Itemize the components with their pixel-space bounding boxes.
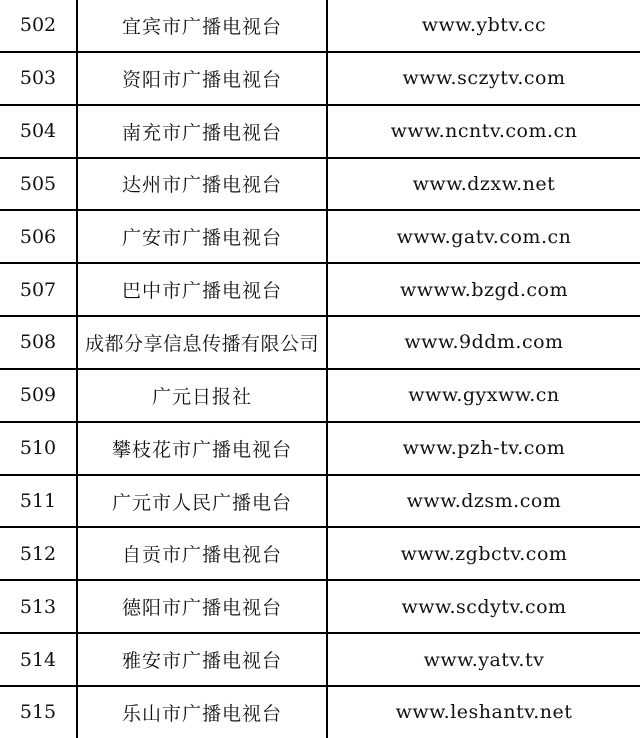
website-url: www.yatv.tv [327,633,640,686]
website-url: wwww.bzgd.com [327,263,640,316]
organization-name: 达州市广播电视台 [77,158,327,211]
website-url: www.ybtv.cc [327,0,640,52]
website-url: www.ncntv.com.cn [327,105,640,158]
row-number: 515 [0,686,77,738]
organization-name: 广安市广播电视台 [77,210,327,263]
row-number: 513 [0,580,77,633]
row-number: 509 [0,369,77,422]
table-row [0,0,640,52]
table-row [0,369,640,422]
organization-name: 雅安市广播电视台 [77,633,327,686]
row-number: 508 [0,316,77,369]
table-row [0,158,640,211]
website-url: www.9ddm.com [327,316,640,369]
website-url: www.scdytv.com [327,580,640,633]
organization-name: 德阳市广播电视台 [77,580,327,633]
table-row [0,686,640,738]
website-url: www.zgbctv.com [327,527,640,580]
organization-name: 自贡市广播电视台 [77,527,327,580]
website-url: www.dzsm.com [327,475,640,528]
table-row [0,633,640,686]
table-row [0,52,640,105]
website-url: www.leshantv.net [327,686,640,738]
organization-name: 南充市广播电视台 [77,105,327,158]
row-number: 511 [0,475,77,528]
row-number: 512 [0,527,77,580]
organization-name: 巴中市广播电视台 [77,263,327,316]
website-url: www.gatv.com.cn [327,210,640,263]
row-number: 507 [0,263,77,316]
row-number: 502 [0,0,77,52]
organization-name: 广元市人民广播电台 [77,475,327,528]
website-url: www.sczytv.com [327,52,640,105]
table-row [0,210,640,263]
row-number: 505 [0,158,77,211]
row-number: 503 [0,52,77,105]
row-number: 510 [0,422,77,475]
table-row [0,263,640,316]
organization-name: 乐山市广播电视台 [77,686,327,738]
organization-name: 资阳市广播电视台 [77,52,327,105]
table-row [0,475,640,528]
table-row [0,422,640,475]
row-number: 514 [0,633,77,686]
website-url: www.dzxw.net [327,158,640,211]
organization-name: 攀枝花市广播电视台 [77,422,327,475]
organization-name: 广元日报社 [77,369,327,422]
table-row [0,105,640,158]
table-row [0,580,640,633]
table-row [0,527,640,580]
table-row [0,316,640,369]
row-number: 506 [0,210,77,263]
website-url: www.pzh-tv.com [327,422,640,475]
website-url: www.gyxww.cn [327,369,640,422]
organization-name: 宜宾市广播电视台 [77,0,327,52]
organization-name: 成都分享信息传播有限公司 [77,316,327,369]
row-number: 504 [0,105,77,158]
